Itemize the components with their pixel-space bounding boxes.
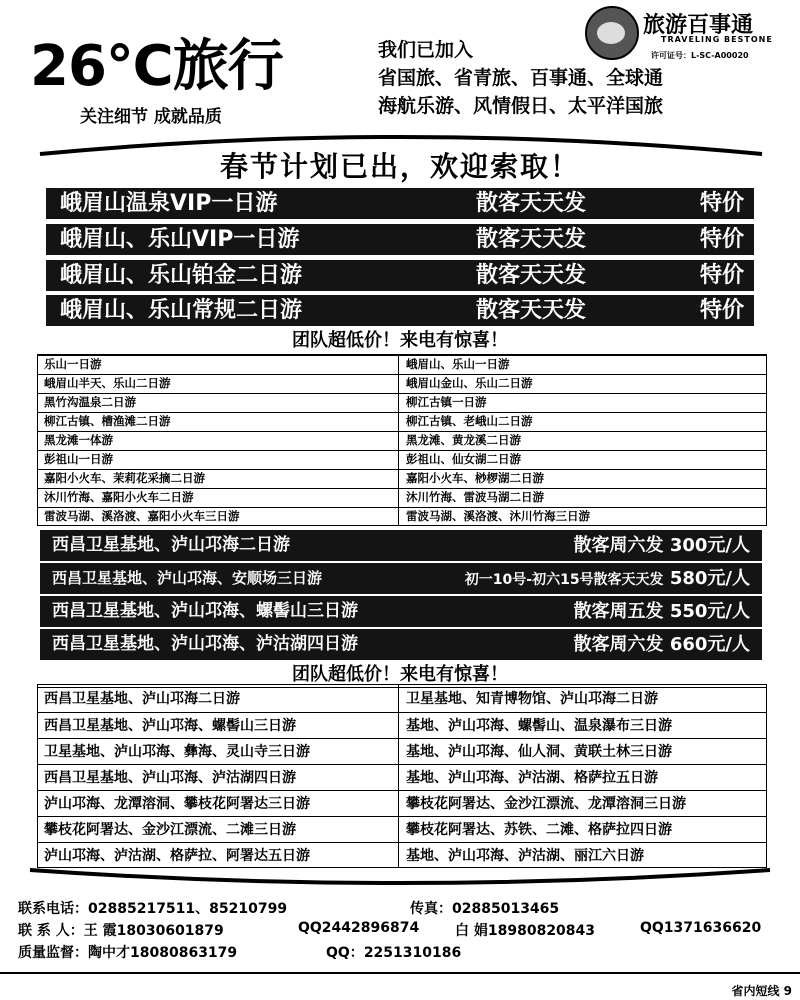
banner-route: 西昌卫星基地、泸山邛海二日游 (52, 535, 290, 555)
table-cell: 嘉阳小火车、桫椤湖二日游 (406, 471, 544, 485)
table-cell: 沐川竹海、嘉阳小火车二日游 (44, 490, 194, 504)
table-row (38, 393, 766, 412)
banner-price: 特价 (699, 263, 744, 288)
qq-1[interactable]: QQ2442896874 (298, 920, 420, 936)
banner-schedule: 初一10号-初六15号散客天天发 (464, 572, 664, 588)
table-row (38, 816, 766, 841)
logo-name: 旅游百事通 (643, 13, 754, 38)
price-value: 580元/人 (669, 568, 750, 589)
qq-2[interactable]: QQ1371636620 (640, 920, 762, 936)
table-cell: 攀枝花阿署达、苏铁、二滩、格萨拉四日游 (406, 822, 672, 838)
tour-table-short (37, 354, 767, 526)
slogan: 关注细节 成就品质 (80, 107, 222, 127)
banner-route: 峨眉山、乐山常规二日游 (60, 298, 303, 323)
banner-route: 峨眉山、乐山VIP一日游 (60, 227, 300, 252)
promo-banner (40, 629, 762, 660)
page-title: 春节计划已出，欢迎索取！ (219, 150, 580, 183)
banner-route: 西昌卫星基地、泸山邛海、安顺场三日游 (52, 569, 323, 587)
fax-row (410, 898, 559, 918)
banner-schedule: 散客周六发 (573, 634, 664, 655)
table-row (38, 712, 766, 737)
partner-logo (585, 6, 785, 66)
table-cell: 西昌卫星基地、泸山邛海二日游 (44, 691, 240, 707)
license-number: 许可证号：L-SC-A00020 (651, 51, 749, 60)
table-cell: 峨眉山金山、乐山二日游 (406, 376, 533, 390)
banner-route: 峨眉山、乐山铂金二日游 (60, 263, 303, 288)
banner-price (574, 596, 750, 627)
phone-row (18, 898, 287, 918)
promo-banner (46, 260, 754, 291)
page-number: 省内短线 9 (731, 984, 792, 998)
table-cell: 彭祖山、仙女湖二日游 (406, 452, 521, 466)
table-cell: 黑竹沟温泉二日游 (44, 395, 136, 409)
table-cell: 黑龙滩一体游 (44, 433, 113, 447)
table-cell: 攀枝花阿署达、金沙江漂流、二滩三日游 (44, 822, 296, 838)
banner-route: 西昌卫星基地、泸山邛海、螺髻山三日游 (52, 601, 358, 621)
qq-3-row (326, 942, 461, 962)
table-cell: 彭祖山一日游 (44, 452, 113, 466)
table-row (38, 738, 766, 763)
table-cell: 雷波马湖、溪洛渡、沐川竹海三日游 (406, 509, 590, 523)
promo-banner (46, 188, 754, 219)
price-value: 300元/人 (669, 535, 750, 556)
price-value: 550元/人 (669, 601, 750, 622)
promo-banner (46, 295, 754, 326)
table-row (38, 764, 766, 789)
banner-route: 西昌卫星基地、泸山邛海、泸沽湖四日游 (52, 634, 358, 654)
mascot-icon (585, 6, 639, 60)
banner-schedule: 散客天天发 (476, 227, 587, 252)
table-cell: 基地、泸山邛海、泸沽湖、丽江六日游 (406, 848, 644, 864)
banner-price (574, 629, 750, 660)
qq-3[interactable]: 2251310186 (363, 945, 462, 961)
table-cell: 柳江古镇、老峨山二日游 (406, 414, 533, 428)
footer-divider (0, 972, 800, 974)
table-row (38, 412, 766, 431)
table-cell: 乐山一日游 (44, 357, 102, 371)
promo-banner (40, 596, 762, 627)
table-cell: 沐川竹海、雷波马湖二日游 (406, 490, 544, 504)
fax-label: 传真： (410, 901, 452, 917)
table-cell: 攀枝花阿署达、金沙江漂流、龙潭溶洞三日游 (406, 796, 686, 812)
team-notice: 团队超低价！来电有惊喜！ (292, 664, 508, 685)
table-cell: 基地、泸山邛海、泸沽湖、格萨拉五日游 (406, 770, 658, 786)
table-cell: 卫星基地、泸山邛海、彝海、灵山寺三日游 (44, 744, 310, 760)
team-notice: 团队超低价！来电有惊喜！ (292, 330, 508, 351)
contact-label: 联 系 人： (18, 923, 84, 939)
joined-line: 省国旅、省青旅、百事通、全球通 (378, 67, 664, 89)
table-row (38, 469, 766, 488)
table-cell: 西昌卫星基地、泸山邛海、螺髻山三日游 (44, 718, 296, 734)
banner-price: 特价 (699, 191, 744, 216)
table-row (38, 355, 766, 374)
table-row (38, 488, 766, 507)
fax-number: 02885013465 (452, 901, 560, 917)
banner-route: 峨眉山温泉VIP一日游 (60, 191, 278, 216)
banner-schedule: 散客天天发 (476, 298, 587, 323)
table-cell: 泸山邛海、泸沽湖、格萨拉、阿署达五日游 (44, 848, 310, 864)
banner-schedule: 散客周六发 (573, 535, 664, 556)
banner-price: 特价 (699, 227, 744, 252)
logo-english: TRAVELING BESTONE (661, 35, 773, 44)
table-row (38, 687, 766, 712)
table-row (38, 842, 766, 867)
banner-schedule: 散客天天发 (476, 191, 587, 216)
panel-bottom-curve (0, 866, 800, 890)
brand-title: 26℃旅行 (30, 34, 283, 99)
qq-label: QQ： (326, 945, 364, 961)
table-cell: 基地、泸山邛海、螺髻山、温泉瀑布三日游 (406, 718, 672, 734)
banner-price (465, 563, 750, 594)
table-cell: 峨眉山、乐山一日游 (406, 357, 510, 371)
banner-schedule: 散客周五发 (573, 601, 664, 622)
promo-banner (46, 224, 754, 255)
joined-line: 我们已加入 (378, 39, 474, 61)
table-cell: 柳江古镇、槽渔滩二日游 (44, 414, 171, 428)
joined-line: 海航乐游、风情假日、太平洋国旅 (378, 95, 664, 117)
supervisor[interactable]: 陶中才18080863179 (88, 945, 238, 961)
banner-schedule: 散客天天发 (476, 263, 587, 288)
table-cell: 雷波马湖、溪洛渡、嘉阳小火车三日游 (44, 509, 240, 523)
tour-table-xichang (37, 684, 767, 868)
table-cell: 嘉阳小火车、茉莉花采摘二日游 (44, 471, 205, 485)
table-cell: 峨眉山半天、乐山二日游 (44, 376, 171, 390)
banner-price: 特价 (699, 298, 744, 323)
table-row (38, 374, 766, 393)
phone-label: 联系电话： (18, 901, 88, 917)
table-row (38, 431, 766, 450)
price-value: 660元/人 (669, 634, 750, 655)
phone-number[interactable]: 02885217511、85210799 (88, 901, 288, 917)
table-cell: 基地、泸山邛海、仙人洞、黄联土林三日游 (406, 744, 672, 760)
table-row (38, 450, 766, 469)
supervise-label: 质量监督： (18, 945, 88, 961)
table-cell: 卫星基地、知青博物馆、泸山邛海二日游 (406, 691, 658, 707)
table-row (38, 507, 766, 525)
promo-banner (40, 530, 762, 561)
contact-person-2[interactable]: 白 娟18980820843 (455, 923, 596, 939)
table-cell: 柳江古镇一日游 (406, 395, 487, 409)
table-cell: 泸山邛海、龙潭溶洞、攀枝花阿署达三日游 (44, 796, 310, 812)
supervise-row (18, 942, 237, 962)
table-cell: 黑龙滩、黄龙溪二日游 (406, 433, 521, 447)
banner-price (574, 530, 750, 561)
table-cell: 西昌卫星基地、泸山邛海、泸沽湖四日游 (44, 770, 296, 786)
promo-banner (40, 563, 762, 594)
contact-row (18, 920, 224, 940)
table-row (38, 790, 766, 815)
contact-person-1[interactable]: 王 霞18030601879 (83, 923, 224, 939)
